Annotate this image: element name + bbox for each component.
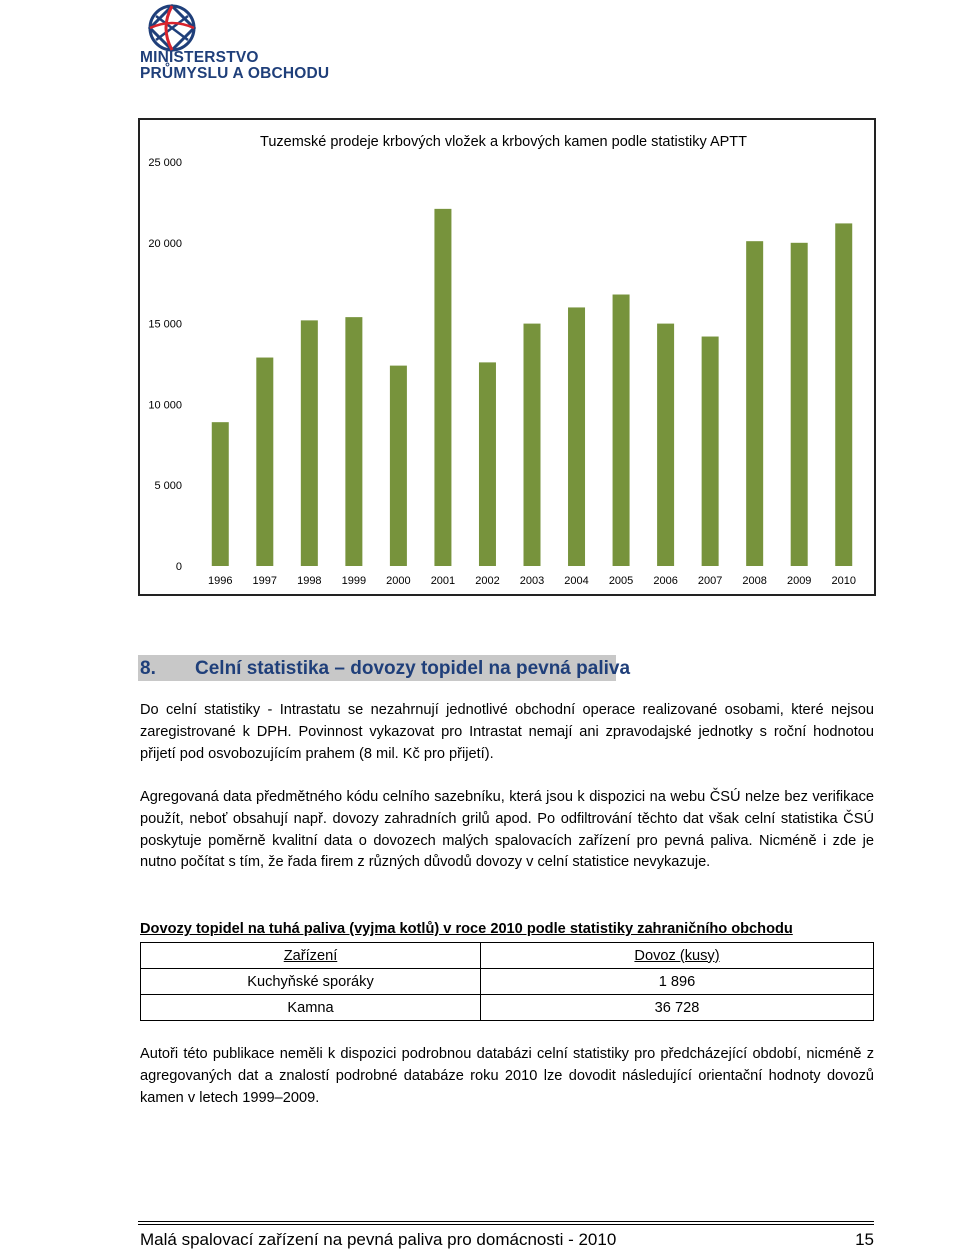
y-tick-label: 15 000 [148,318,182,331]
paragraph-intrastat: Do celní statistiky - Intrastatu se nezahrnují jednotlivé obchodní operace realizované osobami, které nejsou zaregistrované k DPH. Povinnost vykazovat pro Intrastat nemají ani zpravodajské jednotky s roční hodnotou přijetí pod osvobozujícím prahem (8 mil. Kč pro přijetí). [140,702,874,762]
table-header-imports: Dovoz (kusy) [481,943,874,969]
bar [657,324,674,566]
logo-wordmark [140,50,329,82]
bar [256,358,273,566]
bar [390,366,407,566]
imports-table [140,942,874,1021]
sales-bar-chart [140,120,874,594]
bar [746,241,763,566]
bar [212,422,229,566]
footer-publication-title: Malá spalovací zařízení na pevná paliva pro domácnosti - 2010 [140,1230,617,1249]
x-tick-label: 2007 [697,575,723,587]
x-tick-label: 1996 [208,575,233,587]
paragraph-aggregated-data: Agregovaná data předmětného kódu celního sazebníku, která jsou k dispozici na webu ČSÚ nelze bez verifikace použít, neboť obsahují např. dovozy zahradních grilů apod. Po odfiltrování těchto dat však celní statistika ČSÚ poskytuje poměrně kvalitní data o dovozech malých spalovacích zařízení pro pevná paliva. Nicméně i zde je nutno počítat s tím, že řada firem z různých důvodů dovozy v celní statistice nevykazuje. [140,789,874,871]
logo-mark-icon [150,6,194,50]
bar [345,317,362,566]
x-tick-label: 2002 [475,575,500,587]
y-tick-label: 0 [175,561,182,573]
bar [479,362,496,566]
bar [524,324,541,566]
x-tick-label: 2010 [831,575,856,587]
x-tick-label: 1999 [341,575,367,587]
section-heading [140,656,630,682]
page-number: 15 [855,1230,874,1249]
table-header-row [141,943,874,969]
section-number: 8. [140,658,156,679]
x-tick-label: 2003 [519,575,545,587]
y-tick-label: 5 000 [154,480,182,493]
table-row [141,969,874,995]
table-cell-device: Kuchyňské sporáky [141,969,481,995]
y-tick-label: 20 000 [148,237,182,250]
table-row [141,995,874,1021]
y-tick-label: 10 000 [148,399,182,412]
table-header-device: Zařízení [141,943,481,969]
logo-line-1: MINISTERSTVO [140,49,259,66]
bar [702,337,719,566]
y-tick-label: 25 000 [148,157,182,169]
x-tick-label: 1997 [252,575,278,587]
paragraph-authors-note: Autoři této publikace neměli k dispozici podrobnou databázi celní statistiky pro předcházející období, nicméně z agregovaných dat a znalostí podrobné databáze roku 2010 lze dovodit následující orientační hodnoty dovozů kamen v letech 1999–2009. [140,1046,874,1106]
logo-line-2: PRŮMYSLU A OBCHODU [140,65,330,82]
bar [301,320,318,566]
table-cell-imports: 36 728 [481,995,874,1021]
x-tick-label: 2004 [564,575,589,587]
x-tick-label: 2008 [742,575,767,587]
section-title: Celní statistika – dovozy topidel na pevná paliva [195,658,631,679]
bar [434,209,451,566]
table-cell-imports: 1 896 [481,969,874,995]
x-tick-label: 2005 [608,575,634,587]
table-title: Dovozy topidel na tuhá paliva (vyjma kotlů) v roce 2010 podle statistiky zahraničního obchodu [140,921,793,937]
bar [791,243,808,566]
bar [613,295,630,566]
x-tick-label: 1998 [297,575,322,587]
x-tick-label: 2006 [653,575,678,587]
table-cell-device: Kamna [141,995,481,1021]
bar [568,307,585,566]
footer-divider [138,1221,874,1225]
chart-title: Tuzemské prodeje krbových vložek a krbových kamen podle statistiky APTT [260,134,748,150]
bar [835,223,852,566]
x-tick-label: 2009 [786,575,812,587]
x-tick-label: 2001 [430,575,456,587]
x-tick-label: 2000 [386,575,411,587]
